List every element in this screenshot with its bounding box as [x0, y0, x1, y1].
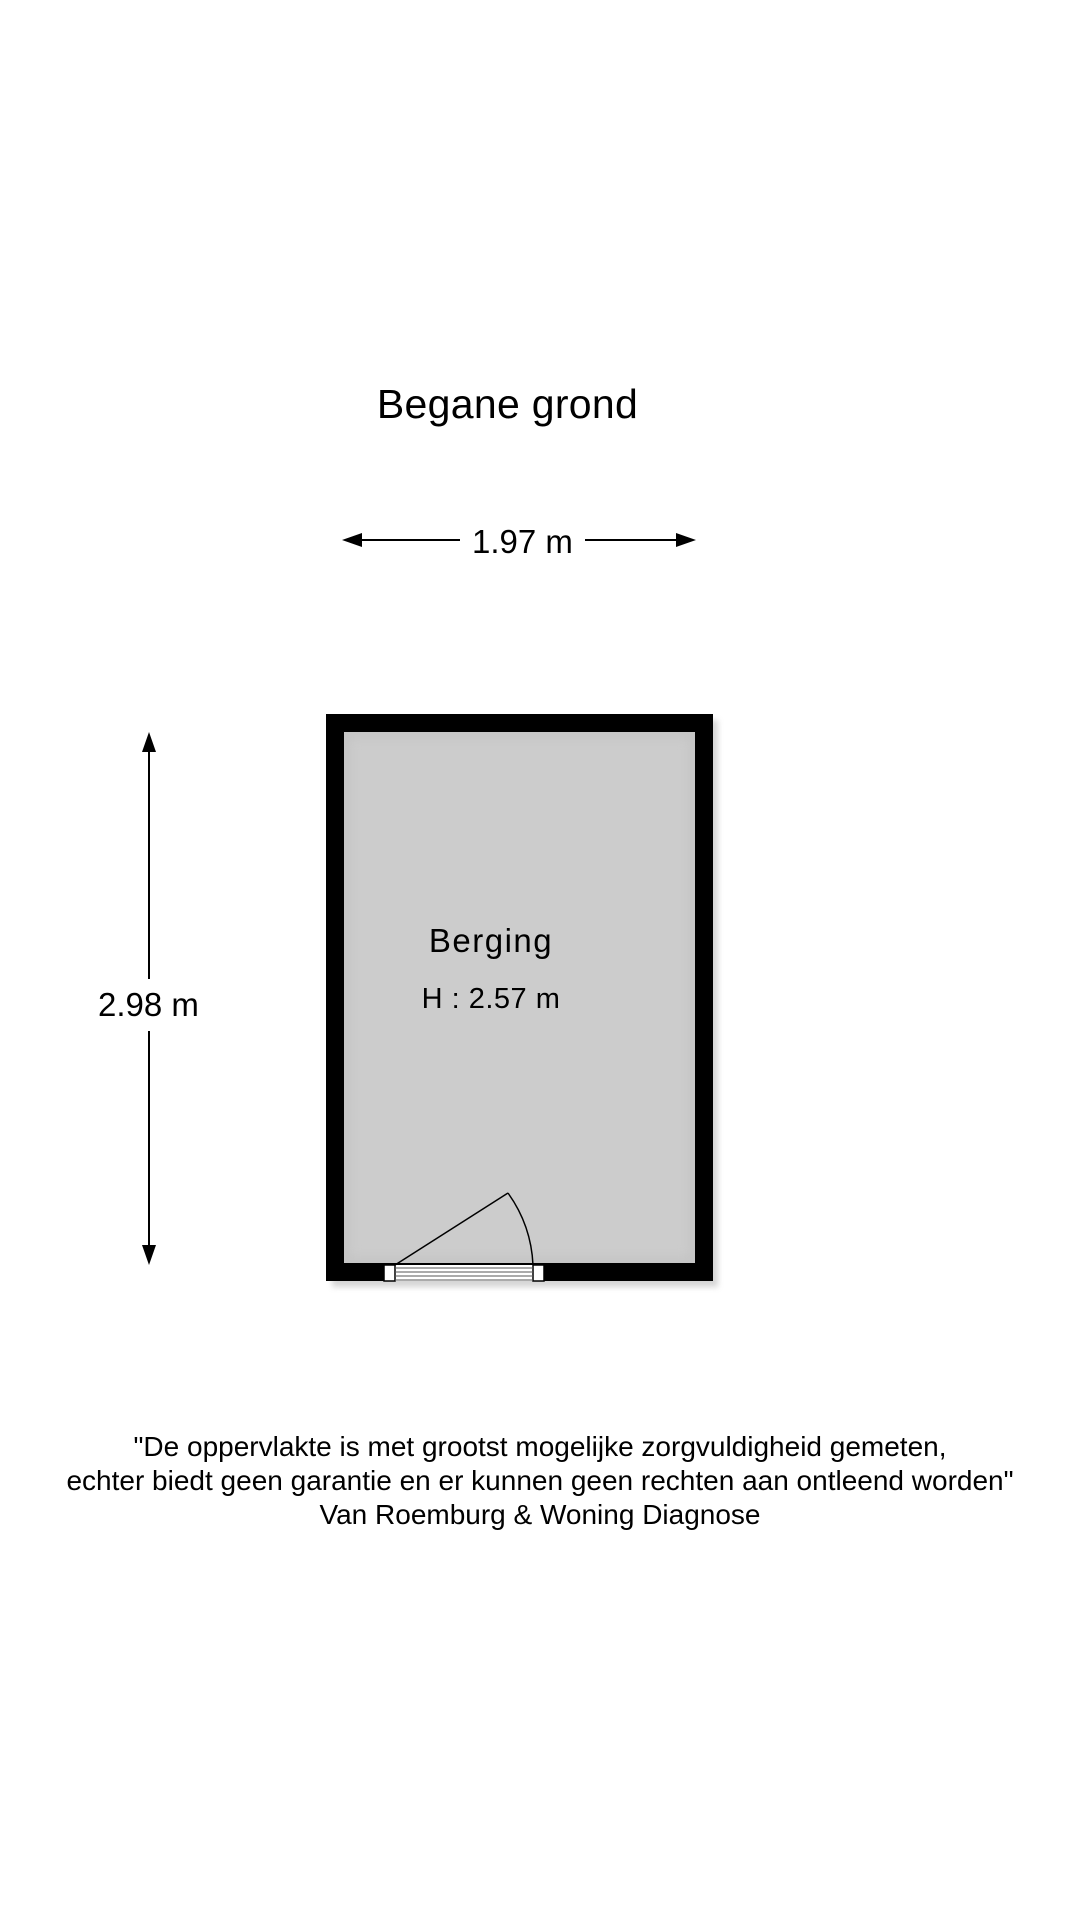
room-height: H : 2.57 m	[421, 983, 561, 1015]
disclaimer	[0, 1430, 1080, 1532]
disclaimer-line-1: "De oppervlakte is met grootst mogelijke zorgvuldigheid gemeten,	[133, 1431, 947, 1462]
width-dimension-label: 1.97 m	[460, 522, 585, 562]
disclaimer-line-3: Van Roemburg & Woning Diagnose	[319, 1499, 761, 1530]
floor-title: Begane grond	[376, 381, 639, 427]
depth-dimension-label: 2.98 m	[90, 979, 207, 1031]
room-name: Berging	[428, 922, 554, 959]
disclaimer-line-2: echter biedt geen garantie en er kunnen geen rechten aan ontleend worden"	[66, 1465, 1014, 1496]
